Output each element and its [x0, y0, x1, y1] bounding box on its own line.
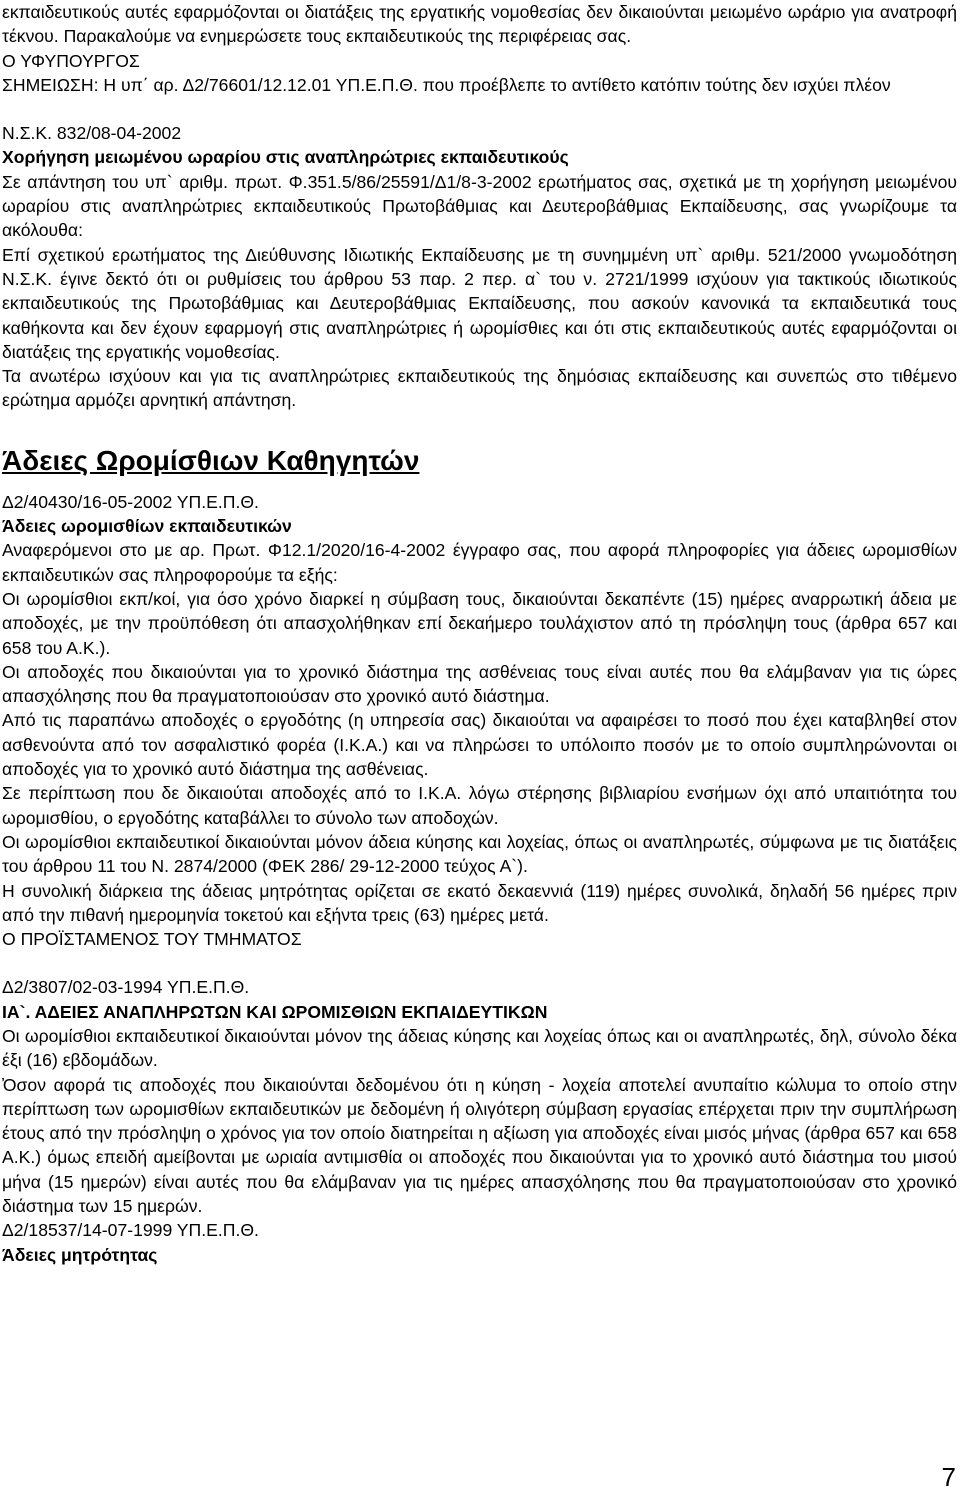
paragraph: Οι ωρομίσθιοι εκπαιδευτικοί δικαιούνται μόνον άδεια κύησης και λοχείας, όπως οι αναπληρωτές, σύμφωνα με τις διατάξεις του άρθρου 11 του Ν. 2874/2000 (ΦΕΚ 286/ 29-12-2000 τεύχος Α`).	[2, 831, 957, 877]
page-number: 7	[941, 1462, 956, 1492]
paragraph: Αναφερόμενοι στο με αρ. Πρωτ. Φ12.1/2020/16-4-2002 έγγραφο σας, που αφορά πληροφορίες για άδειες ωρομισθίων εκπαιδευτικών σας πληροφορούμε τα εξής:	[2, 540, 957, 585]
paragraph: Η συνολική διάρκεια της άδειας μητρότητας ορίζεται σε εκατό δεκαεννιά (119) ημέρες συνολικά, δηλαδή 56 ημέρες πριν από την πιθανή ημερομηνία τοκετού και εξήντα τρεις (63) ημέρες μετά.	[2, 880, 957, 925]
document-page	[2, 0, 957, 1267]
paragraph: Τα ανωτέρω ισχύουν και για τις αναπληρώτριες εκπαιδευτικούς της δημόσιας εκπαίδευσης και συνεπώς στο τιθέμενο ερώτημα αρμόζει αρνητική απάντηση.	[2, 366, 957, 411]
section-subtitle: Άδειες ωρομισθίων εκπαιδευτικών	[2, 516, 292, 537]
paragraph: Οι αποδοχές που δικαιούνται για το χρονικό διάστημα της ασθένειας τους είναι αυτές που θα ελάμβαναν για τις ώρες απασχόλησης που θα πραγματοποιούσαν στο χρονικό αυτό διάστημα.	[2, 661, 957, 707]
note-paragraph: ΣΗΜΕΙΩΣΗ: Η υπ΄ αρ. Δ2/76601/12.12.01 ΥΠ.Ε.Π.Θ. που προέβλεπε το αντίθετο κατόπιν τούτης δεν ισχύει πλέον	[2, 74, 891, 95]
reference-line: Δ2/18537/14-07-1999 ΥΠ.Ε.Π.Θ.	[2, 1220, 259, 1241]
reference-line: Δ2/3807/02-03-1994 ΥΠ.Ε.Π.Θ.	[2, 977, 250, 998]
signature-line: Ο ΥΦΥΠΟΥΡΓΟΣ	[2, 50, 140, 71]
section-subtitle: Χορήγηση μειωμένου ωραρίου στις αναπληρώτριες εκπαιδευτικούς	[2, 147, 569, 168]
paragraph: Σε απάντηση του υπ` αριθμ. πρωτ. Φ.351.5/86/25591/Δ1/8-3-2002 ερωτήματος σας, σχετικά με τη χορήγηση μειωμένου ωραρίου στις αναπληρώτριες εκπαιδευτικούς Πρωτοβάθμιας και Δευτεροβάθμιας Εκπαίδευσης, σας γνωρίζουμε τα ακόλουθα:	[2, 171, 957, 241]
spacer	[2, 97, 957, 121]
paragraph: Επί σχετικού ερωτήματος της Διεύθυνσης Ιδιωτικής Εκπαίδευσης με τη συνημμένη υπ` αριθμ. 521/2000 γνωμοδότηση Ν.Σ.Κ. έγινε δεκτό ότι οι ρυθμίσεις του άρθρου 53 παρ. 2 περ. α` του ν. 2721/1999 ισχύουν για τακτικούς ιδιωτικούς εκπαιδευτικούς της Πρωτοβάθμιας και Δευτεροβάθμιας Εκπαίδευσης, που ασκούν κανονικά τα εκπαιδευτικά τους καθήκοντα και δεν έχουν εφαρμογή στις αναπληρώτριες ή ωρομίσθιες και ότι στις εκπαιδευτικούς αυτές εφαρμόζονται οι διατάξεις της εργατικής νομοθεσίας.	[2, 244, 957, 362]
paragraph: Σε περίπτωση που δε δικαιούται αποδοχές από το Ι.Κ.Α. λόγω στέρησης βιβλιαρίου ενσήμων όχι από υπαιτιότητα του ωρομισθίου, ο εργοδότης καταβάλλει το σύνολο των αποδοχών.	[2, 783, 957, 828]
paragraph: Οι ωρομίσθιοι εκπαιδευτικοί δικαιούνται μόνον της άδειας κύησης και λοχείας όπως και οι αναπληρωτές, δηλ, σύνολο δέκα έξι (16) εβδομάδων.	[2, 1025, 957, 1071]
section-subtitle: Άδειες μητρότητας	[2, 1244, 158, 1265]
paragraph: Ὀσον αφορά τις αποδοχές που δικαιούνται δεδομένου ότι η κύηση - λοχεία αποτελεί ανυπαίτιο κώλυμα το οποίο στην περίπτωση των ωρομισθίων εκπαιδευτικών με δεδομένη ή ολιγότερη σύμβαση εργασίας επέρχεται πριν την συμπλήρωση έτους από την πρόσληψη ο χρόνος για τον οποίο διατηρείται η αξίωση για αποδοχές είναι μισός μήνας (άρθρα 657 και 658 Α.Κ.) όμως επειδή αμείβονται με ωριαία αντιμισθία οι αποδοχές που δικαιούνται για το χρονικό αυτό διάστημα του μισού μήνα (15 ημερών) είναι αυτές που θα ελάμβαναν για τις ημέρες απασχόλησης που θα πραγματοποιούσαν στο χρονικό διάστημα των 15 ημερών.	[2, 1074, 957, 1217]
section-subtitle: ΙΑ`. ΑΔΕΙΕΣ ΑΝΑΠΛΗΡΩΤΩΝ ΚΑΙ ΩΡΟΜΙΣΘΙΩΝ ΕΚΠΑΙΔΕΥΤΙΚΩΝ	[2, 1001, 548, 1022]
signature-line: Ο ΠΡΟΪΣΤΑΜΕΝΟΣ ΤΟΥ ΤΜΗΜΑΤΟΣ	[2, 929, 302, 950]
spacer	[2, 951, 957, 975]
paragraph: Από τις παραπάνω αποδοχές ο εργοδότης (η υπηρεσία σας) δικαιούται να αφαιρέσει το ποσό που έχει καταβληθεί στον ασθενούντα από τον ασφαλιστικό φορέα (Ι.Κ.Α.) και να πληρώσει το υπόλοιπο ποσόν με το οποίο συμπληρώνονται οι αποδοχές για το χρονικό αυτό διάστημα της ασθένειας.	[2, 710, 957, 780]
paragraph: εκπαιδευτικούς αυτές εφαρμόζονται οι διατάξεις της εργατικής νομοθεσίας δεν δικαιούνται μειωμένο ωράριο για ανατροφή τέκνου. Παρακαλούμε να ενημερώσετε τους εκπαιδευτικούς της περιφέρειας σας.	[2, 2, 957, 47]
section-heading: Άδειες Ωρομίσθιων Καθηγητών	[2, 444, 420, 476]
reference-line: Ν.Σ.Κ. 832/08-04-2002	[2, 123, 182, 144]
reference-line: Δ2/40430/16-05-2002 ΥΠ.Ε.Π.Θ.	[2, 491, 259, 512]
paragraph: Οι ωρομίσθιοι εκπ/κοί, για όσο χρόνο διαρκεί η σύμβαση τους, δικαιούνται δεκαπέντε (15) ημέρες αναρρωτική άδεια με αποδοχές, με την προϋπόθεση ότι απασχολήθηκαν επί δεκαήμερο τουλάχιστον από τη πρόσληψη τους (άρθρα 657 και 658 του Α.Κ.).	[2, 588, 957, 658]
